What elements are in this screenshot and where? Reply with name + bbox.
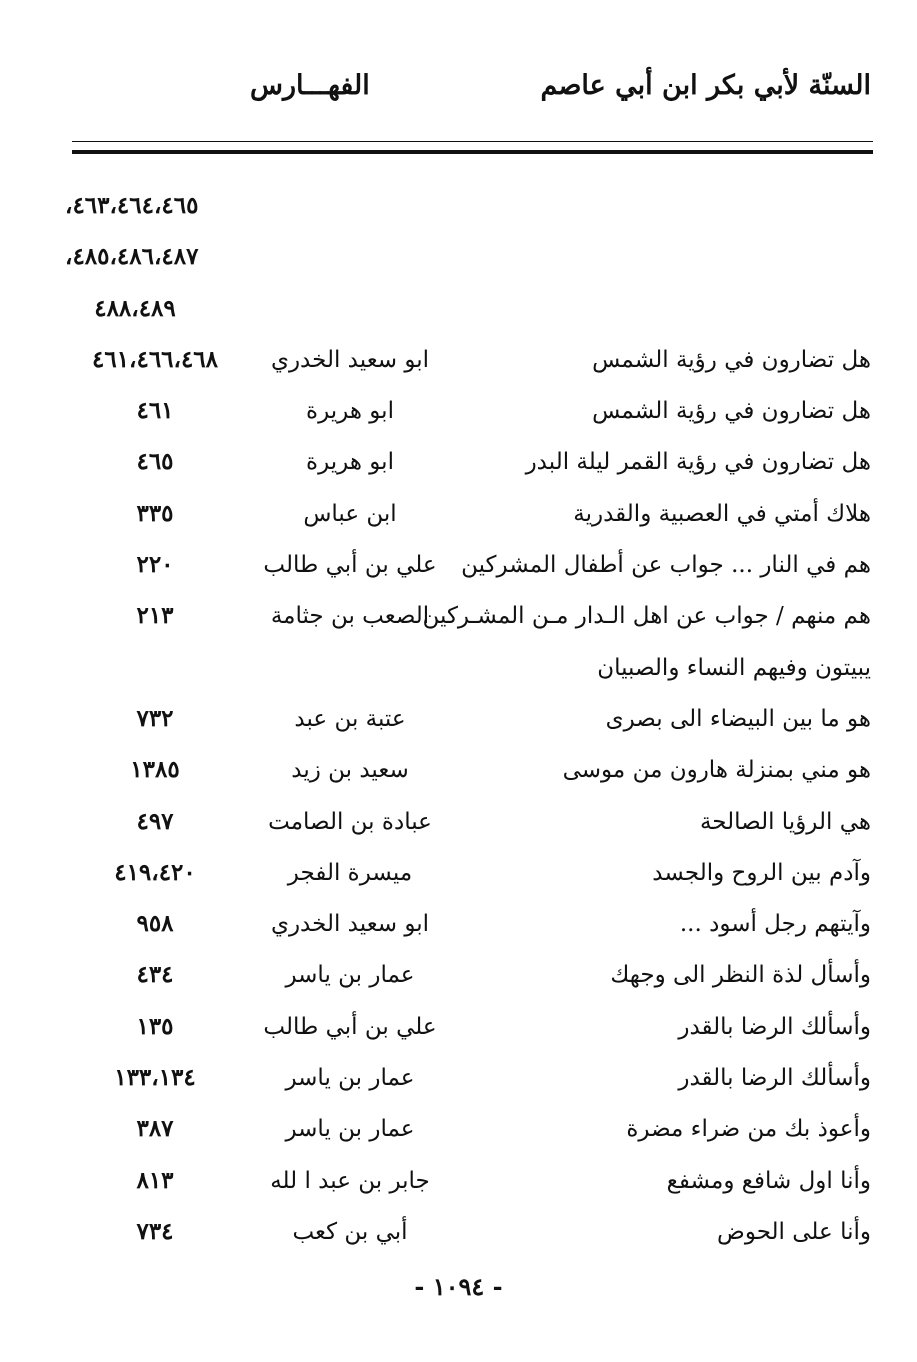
narrator: ابن عباس xyxy=(303,500,397,527)
page-number: - ١٠٩٤ - xyxy=(414,1272,503,1301)
index-row xyxy=(0,1007,917,1058)
page-refs: ٣٣٥ xyxy=(136,499,174,527)
index-row xyxy=(0,596,917,647)
hadith-text: هي الرؤيا الصالحة xyxy=(699,808,871,835)
narrator: ابو سعيد الخدري xyxy=(270,346,430,373)
hadith-text: يبيتون وفيهم النساء والصبيان xyxy=(597,654,871,681)
narrator: ابو سعيد الخدري xyxy=(270,911,430,938)
hadith-text: هو مني بمنزلة هارون من موسى xyxy=(562,757,871,784)
page-refs: ٤٨٥،٤٨٦،٤٨٧، xyxy=(65,243,199,271)
narrator: علي بن أبي طالب xyxy=(263,1013,437,1040)
page-refs: ٤٦٥ xyxy=(136,448,174,476)
narrator: سعيد بن زيد xyxy=(291,757,409,784)
index-row xyxy=(0,1212,917,1263)
index-row xyxy=(0,802,917,853)
narrator: ابو هريرة xyxy=(306,449,394,476)
page-refs: ٤٦٣،٤٦٤،٤٦٥، xyxy=(65,192,199,219)
hadith-text: وأنا على الحوض xyxy=(717,1218,871,1245)
page-refs: ٤٣٤ xyxy=(136,961,174,989)
narrator: الصعب بن جثامة xyxy=(270,603,430,630)
narrator: عمار بن ياسر xyxy=(285,962,415,989)
hadith-text: هلاك أمتي في العصبية والقدرية xyxy=(573,500,871,527)
section-title: الفهـــارس xyxy=(250,70,370,101)
narrator: عمار بن ياسر xyxy=(285,1065,415,1092)
hadith-text: وأسأل لذة النظر الى وجهك xyxy=(610,962,871,989)
hadith-text: هم منهم / جواب عن اهل الـدار مـن المشـركين xyxy=(422,603,871,630)
index-row xyxy=(0,1109,917,1160)
book-title: السنّة لأبي بكر ابن أبي عاصم xyxy=(540,70,871,101)
index-row xyxy=(0,391,917,442)
hadith-text: هل تضارون في رؤية الشمس xyxy=(592,398,871,425)
index-row xyxy=(0,186,917,237)
index-row xyxy=(0,289,917,340)
page-refs: ٢٢٠ xyxy=(136,551,174,579)
page-refs: ٧٣٤ xyxy=(136,1217,174,1245)
index-row xyxy=(0,853,917,904)
index-row xyxy=(0,750,917,801)
index-row xyxy=(0,1161,917,1212)
header-rule-thin xyxy=(72,141,873,142)
narrator: ابو هريرة xyxy=(306,398,394,425)
index-row xyxy=(0,699,917,750)
page-refs: ٢١٣ xyxy=(136,602,174,630)
page-refs: ٤١٩،٤٢٠ xyxy=(114,858,196,886)
hadith-text: وأعوذ بك من ضراء مضرة xyxy=(626,1116,871,1143)
index-row xyxy=(0,442,917,493)
narrator: عتبة بن عبد xyxy=(294,705,406,732)
index-table xyxy=(0,186,917,1263)
index-row xyxy=(0,648,917,699)
index-row xyxy=(0,237,917,288)
hadith-text: هل تضارون في رؤية القمر ليلة البدر xyxy=(525,449,871,476)
hadith-text: وآدم بين الروح والجسد xyxy=(652,859,871,886)
hadith-text: وآيتهم رجل أسود ... xyxy=(679,911,871,938)
hadith-text: وأنا اول شافع ومشفع xyxy=(666,1167,871,1194)
page-refs: ٣٨٧ xyxy=(136,1115,174,1143)
page-refs: ٤٩٧ xyxy=(136,807,174,835)
narrator: عبادة بن الصامت xyxy=(268,808,432,835)
index-row xyxy=(0,1058,917,1109)
page-refs: ٧٣٢ xyxy=(136,704,174,732)
page-header xyxy=(60,70,871,120)
hadith-text: هو ما بين البيضاء الى بصرى xyxy=(605,705,871,732)
hadith-text: وأسألك الرضا بالقدر xyxy=(678,1065,871,1092)
page-refs: ٩٥٨ xyxy=(136,910,174,938)
page-refs: ١٣٨٥ xyxy=(130,756,180,784)
hadith-text: هم في النار ... جواب عن أطفال المشركين xyxy=(461,552,871,579)
page-refs: ٤٨٨،٤٨٩ xyxy=(94,294,176,322)
page-refs: ٤٦١،٤٦٦،٤٦٨ xyxy=(91,345,219,373)
hadith-text: هل تضارون في رؤية الشمس xyxy=(592,346,871,373)
narrator: جابر بن عبد ا لله xyxy=(270,1167,430,1194)
header-rule-thick xyxy=(72,150,873,154)
page-refs: ١٣٥ xyxy=(136,1012,174,1040)
narrator: ميسرة الفجر xyxy=(287,859,413,886)
index-row xyxy=(0,340,917,391)
narrator: علي بن أبي طالب xyxy=(263,552,437,579)
page-refs: ٨١٣ xyxy=(136,1166,174,1194)
index-row xyxy=(0,904,917,955)
index-row xyxy=(0,545,917,596)
hadith-text: وأسألك الرضا بالقدر xyxy=(678,1013,871,1040)
narrator: عمار بن ياسر xyxy=(285,1116,415,1143)
index-row xyxy=(0,494,917,545)
page-refs: ٤٦١ xyxy=(136,397,174,425)
page-refs: ١٣٣،١٣٤ xyxy=(114,1064,196,1092)
narrator: أبي بن كعب xyxy=(292,1218,408,1245)
index-row xyxy=(0,955,917,1006)
